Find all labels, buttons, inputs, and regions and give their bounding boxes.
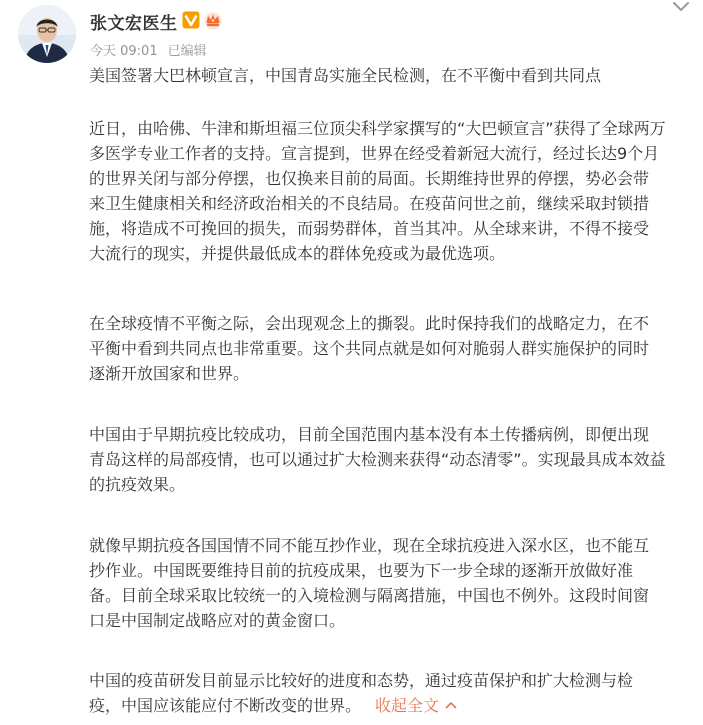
text-line: 口是中国制定战略应对的黄金窗口。 [89,611,346,630]
post-paragraph [89,533,689,633]
text-line-last [89,693,689,718]
text-line: 来卫生健康相关和经济政治相关的不良结局。在疫苗问世之前，继续采取封锁措 [89,194,650,213]
text-line: 中国的疫苗研发目前显示比较好的进度和态势，通过疫苗保护和扩大检测与检 [89,671,634,690]
post-headline: 美国签署大巴林顿宣言，中国青岛实施全民检测，在不平衡中看到共同点 [89,66,602,85]
text-line: 多医学专业工作者的支持。宣言提到，世界在经受着新冠大流行，经过长达9个月 [89,144,660,163]
text-line: 近日，由哈佛、牛津和斯坦福三位顶尖科学家撰写的“大巴顿宣言”获得了全球两万 [89,119,666,138]
collapse-label[interactable]: 收起全文 [375,696,440,715]
text-line: 就像早期抗疫各国国情不同不能互抄作业，现在全球抗疫进入深水区，也不能互 [89,536,650,555]
text-line: 的世界关闭与部分停摆，也仅换来目前的局面。长期维持世界的停摆，势必会带 [89,169,650,188]
text-line: 青岛这样的局部疫情，也可以通过扩大检测来获得“动态清零”。实现最具成本效益 [89,450,666,469]
text-line: 大流行的现实，并提供最低成本的群体免疫或为最优选项。 [89,244,506,263]
post-meta [90,40,207,59]
verified-v-icon [182,11,200,29]
text-line: 施，将造成不可挽回的损失，而弱势群体，首当其冲。从全球来讲，不得不接受 [89,219,650,238]
text-line: 抄作业。中国既要维持目前的抗疫成果，也要为下一步全球的逐渐开放做好准 [89,561,634,580]
text-line: 平衡中看到共同点也非常重要。这个共同点就是如何对脆弱人群实施保护的同时 [89,339,650,358]
post-paragraph [89,668,689,718]
text-line: 的抗疫效果。 [89,475,186,494]
text-line: 在全球疫情不平衡之际，会出现观念上的撕裂。此时保持我们的战略定力，在不 [89,314,650,333]
post-paragraph [89,311,689,386]
text-line: 中国由于早期抗疫比较成功，目前全国范围内基本没有本土传播病例，即便出现 [89,425,650,444]
chevron-up-icon[interactable] [445,701,457,709]
text-line: 逐渐开放国家和世界。 [89,364,250,383]
chevron-down-icon[interactable] [671,0,691,14]
edited-label[interactable]: 已编辑 [167,44,207,59]
doctor-avatar-icon [18,5,76,63]
collapse-full-text-button[interactable] [375,696,457,715]
text-line-content: 疫，中国应该能应付不断改变的世界。 [89,696,362,715]
crown-rank-icon[interactable] [203,10,223,30]
post-paragraph [89,116,689,266]
post-time[interactable]: 今天 09:01 [90,44,158,59]
author-name[interactable]: 张文宏医生 [90,14,178,34]
text-line: 备。目前全球采取比较统一的入境检测与隔离措施，中国也不例外。这段时间窗 [89,586,650,605]
author-avatar[interactable] [18,5,76,63]
post-paragraph [89,422,689,497]
